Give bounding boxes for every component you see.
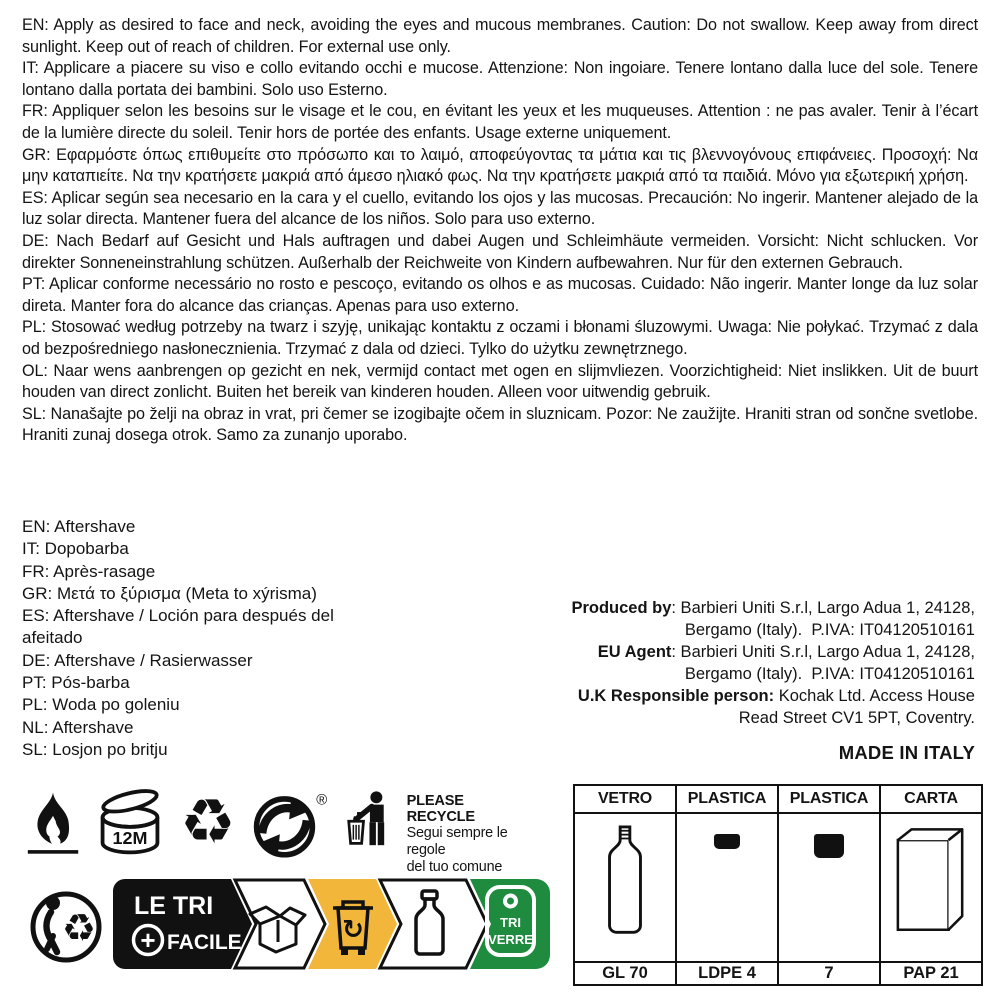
materials-icon-row: [574, 813, 982, 962]
material-header: CARTA: [880, 785, 982, 813]
made-in-italy: MADE IN ITALY: [838, 742, 975, 763]
instruction-pt: PT: Aplicar conforme necessário no rosto e pescoço, evitando os olhos e as mucosas. Cuidado: Não ingerir. Manter longe da luz solar direta. Manter fora do alcance das crianças. Apenas para uso externo.: [22, 275, 978, 315]
instruction-es: ES: Aplicar según sea necesario en la cara y el cuello, evitando los ojos y las mucosas. Precaución: No ingerir. Mantener alejado de la luz solar directa. Mantener fuera del alcance de los niños. Solo para uso externo.: [22, 188, 978, 229]
uk-responsible-line: U.K Responsible person: Kochak Ltd. Access House: [577, 687, 975, 705]
product-name-es: ES: Aftershave / Loción para después del afeitado: [22, 606, 334, 648]
material-code: PAP 21: [880, 962, 982, 985]
producer-info: [455, 597, 975, 764]
plastic-cap-large-icon: [814, 834, 844, 858]
materials-table: [573, 784, 983, 986]
triman-arrows: ♻: [61, 906, 97, 950]
svg-text:VERRE: VERRE: [488, 932, 533, 947]
material-code: 7: [778, 962, 880, 985]
pao-12m-icon: [95, 787, 165, 861]
producer-line: Bergamo (Italy). P.IVA: IT04120510161: [684, 621, 975, 639]
green-dot-icon: [251, 787, 331, 863]
product-name-fr: FR: Après-rasage: [22, 561, 156, 581]
cardboard-box-icon: [893, 822, 969, 940]
tidyman-icon: [346, 787, 392, 861]
producer-line: Produced by: Barbieri Uniti S.r.l, Largo Adua 1, 24128,: [571, 599, 975, 617]
material-code: GL 70: [574, 962, 676, 985]
product-name-nl: NL: Aftershave: [22, 717, 134, 737]
product-name-gr: GR: Μετά το ξύρισμα (Meta to xýrisma): [22, 583, 317, 603]
product-name-de: DE: Aftershave / Rasierwasser: [22, 650, 253, 670]
le-tri-facile-banner: [112, 878, 552, 970]
product-name-en: EN: Aftershave: [22, 517, 136, 536]
product-name-it: IT: Dopobarba: [22, 539, 129, 559]
glass-bottle-icon: [596, 822, 654, 942]
material-code: LDPE 4: [676, 962, 778, 985]
instruction-sl: SL: Nanašajte po želji na obraz in vrat, pri čemer se izogibajte očem in sluznicam. Pozor: Ne zaužijte. Hraniti stran od sončne svetlobe. Hraniti zunaj dosega otrok. Samo za zunanjo uporabo.: [22, 404, 978, 445]
recycle-icons-row: [26, 785, 525, 875]
eu-agent-line: Bergamo (Italy). P.IVA: IT04120510161: [684, 665, 975, 683]
instruction-de: DE: Nach Bedarf auf Gesicht und Hals auftragen und dabei Augen und Schleimhäute vermeiden. Vorsicht: Nicht schlucken. Vor direkter Sonneneinstrahlung schützen. Außerhalb der Reichweite von Kindern aufbewahren. Nur für den externen Gebrauch.: [22, 231, 978, 272]
product-name-pl: PL: Woda po goleniu: [22, 695, 180, 715]
instruction-it: IT: Applicare a piacere su viso e collo evitando occhi e mucose. Attenzione: Non ingoiare. Tenere lontano dalla luce del sole. Tenere lontano dalla portata dei bambini. Solo uso Esterno.: [22, 59, 978, 99]
product-name-list: [22, 516, 382, 761]
svg-text:TRI: TRI: [500, 915, 521, 930]
uk-responsible-line: Read Street CV1 5PT, Coventry.: [738, 709, 975, 727]
instruction-pl: PL: Stosować według potrzeby na twarz i szyję, unikając kontaktu z oczami i błonami śluzowymi. Uwaga: Nie połykać. Trzymać z dala od bezpośredniego nasłonecznienia. Trzymać z dala od dzieci. Tylko do użytku zewnętrznego.: [22, 318, 978, 358]
materials-code-row: [574, 962, 982, 985]
product-name-sl: SL: Losjon po britju: [22, 739, 168, 759]
flammable-icon: [26, 787, 80, 861]
instruction-nl: OL: Naar wens aanbrengen op gezicht en nek, vermijd contact met ogen en slijmvliezen. Voorzichtigheid: Niet inslikken. Uit de buurt houden van direct zonlicht. Buiten het bereik van kinderen houden. Alleen voor uitwendig gebruik.: [22, 361, 978, 402]
eu-agent-line: EU Agent: Barbieri Uniti S.r.l, Largo Adua 1, 24128,: [597, 643, 975, 661]
usage-instructions: [22, 15, 978, 447]
plus-sign: +: [140, 925, 156, 955]
instruction-en: EN: Apply as desired to face and neck, avoiding the eyes and mucous membranes. Caution: Do not swallow. Keep away from direct sunlight. Keep out of reach of children. For external use only.: [22, 16, 978, 56]
instruction-gr: GR: Εφαρμόστε όπως επιθυμείτε στο πρόσωπο και το λαιμό, αποφεύγοντας τα μάτια και τις βλεννογόνους επιφάνειες. Προσοχή: Να μην καταπιείτε. Να την κρατήσετε μακριά από άμεσο ηλιακό φως. Να την κρατήσετε μακριά από τα παιδιά. Μόνο για εξωτερική χρήση.: [22, 145, 978, 186]
facile-text: FACILE: [167, 931, 242, 954]
sorting-banner: [26, 878, 552, 970]
svg-text:12M: 12M: [112, 827, 148, 848]
triman-icon: [26, 878, 106, 970]
material-header: VETRO: [574, 785, 676, 813]
registered-mark: ®: [315, 792, 327, 809]
le-tri-text: LE TRI: [134, 892, 214, 920]
product-name-pt: PT: Pós-barba: [22, 673, 130, 693]
mobius-recycle-icon: ♻: [180, 785, 236, 858]
please-recycle-title: PLEASE RECYCLE: [406, 793, 475, 825]
instruction-fr: FR: Appliquer selon les besoins sur le visage et le cou, en évitant les yeux et les muqueuses. Attention : ne pas avaler. Tenir à l’écart de la lumière directe du soleil. Tenir hors de portée des enfants. Usage externe uniquement.: [22, 102, 978, 142]
svg-text:↻: ↻: [342, 915, 364, 945]
plastic-cap-small-icon: [714, 834, 740, 849]
material-header: PLASTICA: [778, 785, 880, 813]
please-recycle-note: PLEASE RECYCLE Segui sempre le regole del tuo comune: [407, 787, 525, 876]
materials-header-row: [574, 785, 982, 813]
material-header: PLASTICA: [676, 785, 778, 813]
